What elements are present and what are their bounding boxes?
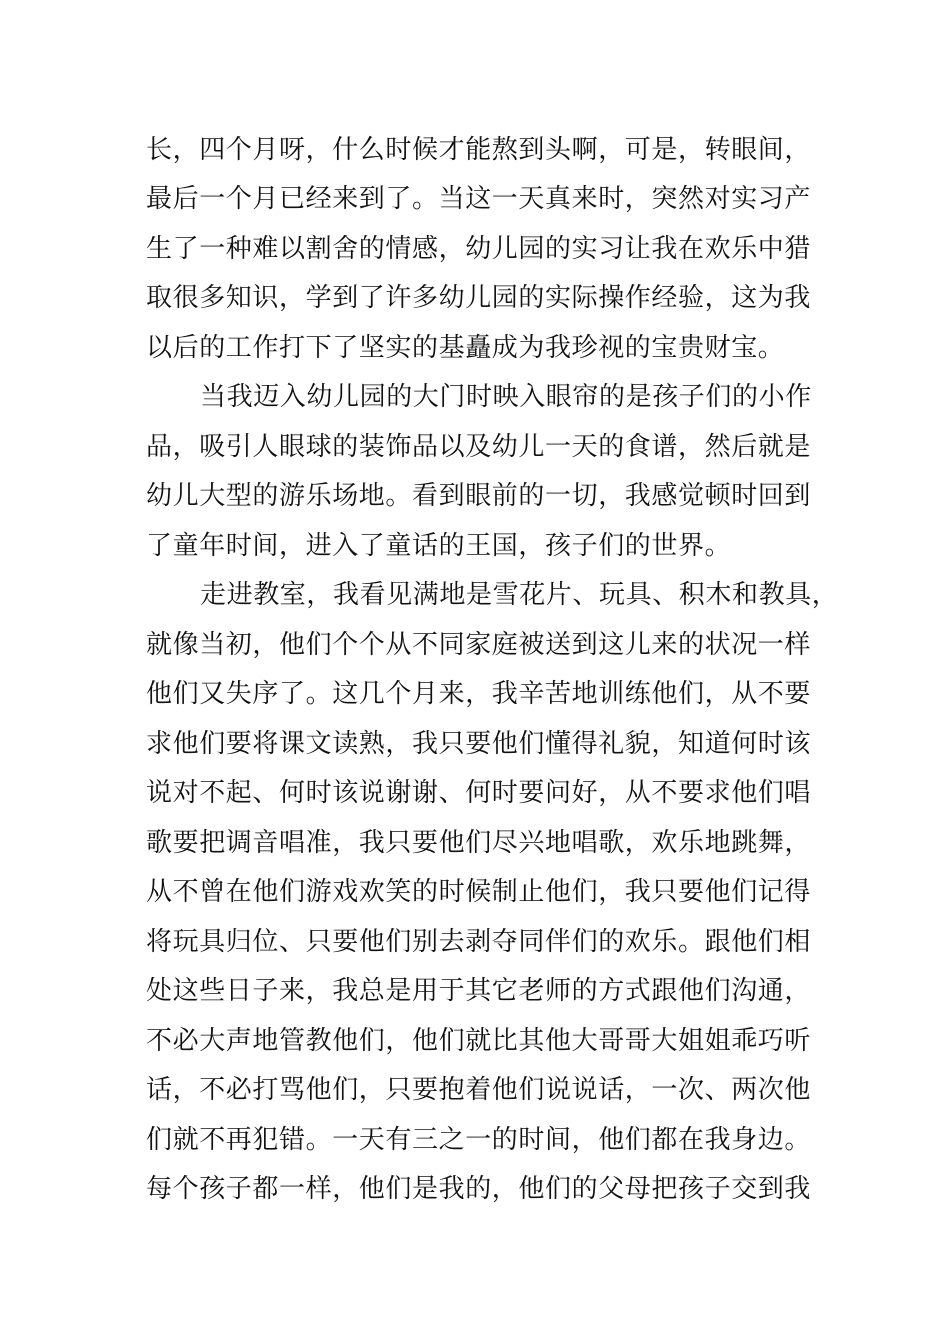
text-line: 处这些日子来，我总是用于其它老师的方式跟他们沟通， — [146, 976, 812, 1006]
text-line: 们就不再犯错。一天有三之一的时间，他们都在我身边。 — [146, 1125, 812, 1155]
paragraph-first-line: 走进教室，我看见满地是雪花片、玩具、积木和教具， — [200, 580, 839, 610]
text-line: 了童年时间，进入了童话的王国，孩子们的世界。 — [146, 531, 732, 561]
text-line: 最后一个月已经来到了。当这一天真来时，突然对实习产 — [146, 184, 812, 214]
text-line: 说对不起、何时该说谢谢、何时要问好，从不要求他们唱 — [146, 778, 812, 808]
text-line: 歌要把调音唱准，我只要他们尽兴地唱歌，欢乐地跳舞， — [146, 828, 812, 858]
text-line: 就像当初，他们个个从不同家庭被送到这儿来的状况一样 — [146, 630, 812, 660]
text-line: 将玩具归位、只要他们别去剥夺同伴们的欢乐。跟他们相 — [146, 927, 812, 957]
text-line: 以后的工作打下了坚实的基矗成为我珍视的宝贵财宝。 — [146, 333, 785, 363]
text-line: 取很多知识，学到了许多幼儿园的实际操作经验，这为我 — [146, 283, 812, 313]
text-line: 长，四个月呀，什么时候才能熬到头啊，可是，转眼间， — [146, 135, 812, 165]
text-line: 不必大声地管教他们，他们就比其他大哥哥大姐姐乖巧听 — [146, 1026, 812, 1056]
text-line: 求他们要将课文读熟，我只要他们懂得礼貌，知道何时该 — [146, 729, 812, 759]
paragraph-first-line: 当我迈入幼儿园的大门时映入眼帘的是孩子们的小作 — [200, 382, 812, 412]
text-line: 他们又失序了。这几个月来，我辛苦地训练他们，从不要 — [146, 679, 812, 709]
text-line: 每个孩子都一样，他们是我的，他们的父母把孩子交到我 — [146, 1174, 812, 1204]
text-line: 生了一种难以割舍的情感，幼儿园的实习让我在欢乐中猎 — [146, 234, 812, 264]
text-line: 从不曾在他们游戏欢笑的时候制止他们，我只要他们记得 — [146, 877, 812, 907]
text-line: 品，吸引人眼球的装饰品以及幼儿一天的食谱，然后就是 — [146, 432, 812, 462]
text-line: 话，不必打骂他们，只要抱着他们说说话，一次、两次他 — [146, 1075, 812, 1105]
text-line: 幼儿大型的游乐场地。看到眼前的一切，我感觉顿时回到 — [146, 481, 812, 511]
